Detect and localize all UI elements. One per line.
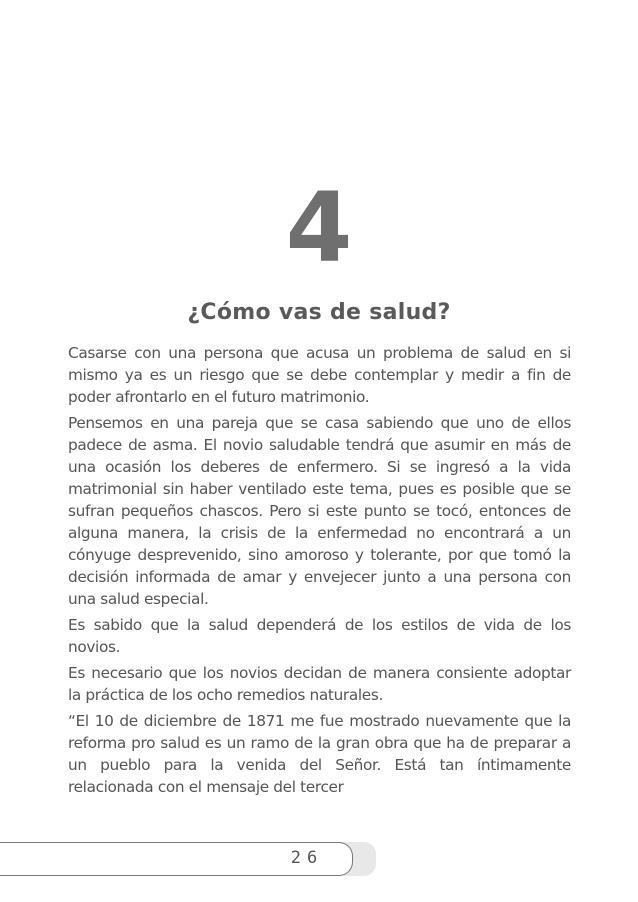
paragraph: Casarse con una persona que acusa un problema de salud en si mismo ya es un riesgo que se debe contemplar y medir a fin de poder afrontarlo en el futuro matrimonio. bbox=[68, 344, 571, 406]
paragraph: “El 10 de diciembre de 1871 me fue mostrado nuevamente que la reforma pro salud es un ramo de la gran obra que ha de preparar a un pueblo para la venida del Señor. Está tan íntimamente relacionada con el mensaje del tercer bbox=[68, 712, 571, 796]
paragraph: Es sabido que la salud dependerá de los estilos de vida de los novios. bbox=[68, 616, 571, 656]
chapter-number: 4 bbox=[285, 172, 353, 284]
paragraph: Pensemos en una pareja que se casa sabiendo que uno de ellos padece de asma. El novio saludable tendrá que asumir en más de una ocasión los deberes de enfermero. Si se ingresó a la vida matrimonial sin haber ventilado este tema, pues es posible que se sufran pequeños chascos. Pero si este punto se tocó, entonces de alguna manera, la crisis de la enfermedad no encontrará a un cónyuge desprevenido, sino amoroso y tolerante, por que tomó la decisión informada de amar y envejecer junto a una persona con una salud especial. bbox=[68, 414, 571, 608]
chapter-title: ¿Cómo vas de salud? bbox=[187, 300, 451, 325]
page-number: 26 bbox=[290, 848, 324, 868]
paragraph: Es necesario que los novios decidan de manera consiente adoptar la práctica de los ocho remedios naturales. bbox=[68, 664, 571, 704]
body-text bbox=[68, 342, 571, 802]
